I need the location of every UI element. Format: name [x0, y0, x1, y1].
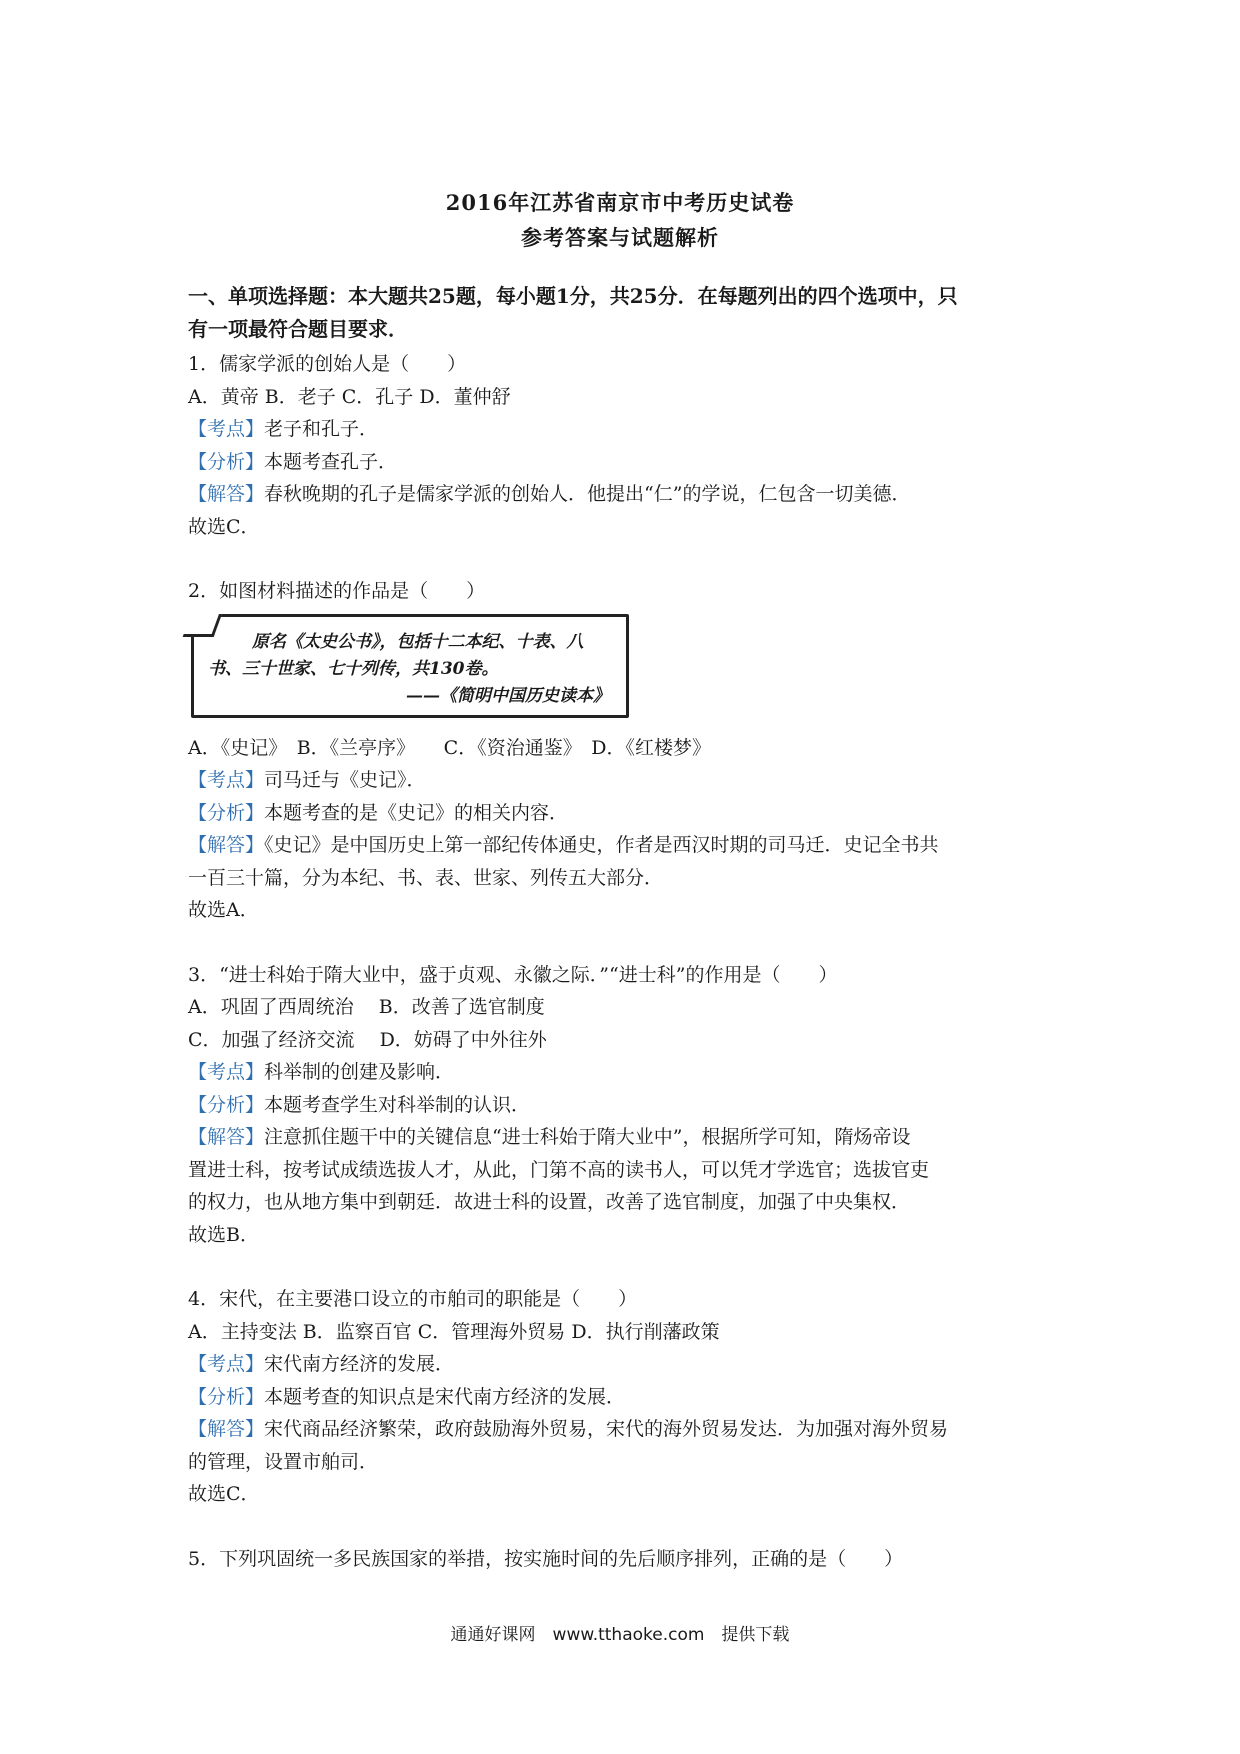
q3-jieda-text: 注意抓住题干中的关键信息“进士科始于隋大业中”，根据所学可知，隋炀帝设 — [264, 1126, 911, 1148]
section-heading-line-1: 一、单项选择题：本大题共25题，每小题1分，共25分．在每题列出的四个选项中，只 — [188, 284, 958, 308]
page-footer: 通通好课网 www.tthaoke.com 提供下载 — [450, 1625, 790, 1645]
q1-options: A．黄帝 B．老子 C．孔子 D．董仲舒 — [188, 385, 511, 408]
q4-answer: 故选C． — [188, 1483, 260, 1505]
question-3 — [188, 959, 1058, 1252]
q3-jieda-cont-2: 的权力，也从地方集中到朝廷．故进士科的设置，改善了选官制度，加强了中央集权． — [188, 1191, 911, 1213]
question-4 — [188, 1283, 1058, 1511]
q4-fenxi — [188, 1381, 1058, 1414]
fenxi-tag: 【分析】 — [188, 1093, 265, 1116]
fenxi-tag: 【分析】 — [188, 1385, 265, 1408]
q3-jieda-cont-1: 置进士科，按考试成绩选拔人才，从此，门第不高的读书人，可以凭才学选官；选拔官吏 — [188, 1158, 930, 1181]
kaodian-tag: 【考点】 — [188, 1353, 265, 1375]
q1-answer: 故选C． — [188, 515, 260, 538]
q1-kaodian — [188, 413, 1058, 446]
question-1 — [188, 348, 1058, 543]
q2-jieda-text: 《史记》是中国历史上第一部纪传体通史，作者是西汉时期的司马迁．史记全书共 — [264, 834, 939, 856]
q4-jieda — [188, 1413, 1058, 1446]
q4-options: A．主持变法 B．监察百官 C．管理海外贸易 D．执行削藩政策 — [188, 1320, 720, 1343]
q4-kaodian — [188, 1348, 1058, 1381]
question-5 — [188, 1543, 1058, 1576]
q3-jieda — [188, 1121, 1058, 1154]
section-heading — [188, 280, 1058, 346]
exam-content — [188, 280, 1058, 1575]
kaodian-tag: 【考点】 — [188, 769, 265, 791]
q4-stem: 4．宋代，在主要港口设立的市舶司的职能是（ ） — [188, 1288, 638, 1310]
q3-kaodian-text: 科举制的创建及影响． — [264, 1061, 455, 1083]
q2-fenxi-text: 本题考查的是《史记》的相关内容． — [264, 801, 569, 824]
q1-kaodian-text: 老子和孔子． — [264, 418, 379, 440]
page-subtitle: 参考答案与试题解析 — [521, 225, 719, 250]
jieda-tag: 【解答】 — [188, 483, 265, 505]
fenxi-tag: 【分析】 — [188, 801, 265, 824]
q4-jieda-cont: 的管理，设置市舶司． — [188, 1450, 379, 1473]
q1-jieda — [188, 478, 1058, 511]
q2-kaodian — [188, 764, 1058, 797]
q4-kaodian-text: 宋代南方经济的发展． — [264, 1353, 455, 1375]
q3-options-1: A．巩固了西周统治 B．改善了选官制度 — [188, 996, 545, 1018]
q2-quote-line-2: 书、三十世家、七十列传，共130卷。 — [208, 658, 499, 679]
jieda-tag: 【解答】 — [188, 1418, 265, 1440]
question-2 — [188, 575, 1058, 927]
q1-stem: 1．儒家学派的创始人是（ ） — [188, 353, 467, 375]
q2-quote-image — [191, 614, 629, 718]
section-heading-line-2: 有一项最符合题目要求． — [188, 317, 408, 341]
page-title: 2016年江苏省南京市中考历史试卷 — [445, 190, 795, 215]
q3-options-2: C．加强了经济交流 D．妨碍了中外往外 — [188, 1028, 547, 1051]
kaodian-tag: 【考点】 — [188, 418, 265, 440]
q2-jieda — [188, 829, 1058, 862]
q1-jieda-text: 春秋晚期的孔子是儒家学派的创始人．他提出“仁”的学说，仁包含一切美德． — [264, 483, 911, 505]
q1-fenxi-text: 本题考查孔子． — [264, 450, 398, 473]
fenxi-tag: 【分析】 — [188, 450, 265, 473]
q3-fenxi — [188, 1089, 1058, 1122]
q4-fenxi-text: 本题考查的知识点是宋代南方经济的发展． — [264, 1385, 626, 1408]
q2-quote-line-1: 原名《太史公书》，包括十二本纪、十表、八 — [252, 631, 584, 652]
q3-answer: 故选B． — [188, 1223, 259, 1246]
q2-options: A．《史记》 B．《兰亭序》 C．《资治通鉴》 D．《红楼梦》 — [188, 736, 711, 759]
q3-kaodian — [188, 1056, 1058, 1089]
q2-kaodian-text: 司马迁与《史记》． — [264, 769, 426, 791]
q5-stem: 5．下列巩固统一多民族国家的举措，按实施时间的先后顺序排列，正确的是（ ） — [188, 1547, 904, 1570]
kaodian-tag: 【考点】 — [188, 1061, 265, 1083]
q2-answer: 故选A． — [188, 899, 259, 921]
jieda-tag: 【解答】 — [188, 834, 265, 856]
q2-fenxi — [188, 797, 1058, 830]
q4-jieda-text: 宋代商品经济繁荣，政府鼓励海外贸易，宋代的海外贸易发达．为加强对海外贸易 — [264, 1418, 949, 1440]
q2-stem: 2．如图材料描述的作品是（ ） — [188, 580, 486, 602]
q1-fenxi — [188, 446, 1058, 479]
q2-quote-source: ——《简明中国历史读本》 — [406, 685, 610, 706]
jieda-tag: 【解答】 — [188, 1126, 265, 1148]
q2-jieda-cont: 一百三十篇，分为本纪、书、表、世家、列传五大部分． — [188, 866, 664, 889]
q3-stem: 3．“进士科始于隋大业中，盛于贞观、永徽之际．”“进士科”的作用是（ ） — [188, 963, 838, 986]
q3-fenxi-text: 本题考查学生对科举制的认识． — [264, 1093, 531, 1116]
